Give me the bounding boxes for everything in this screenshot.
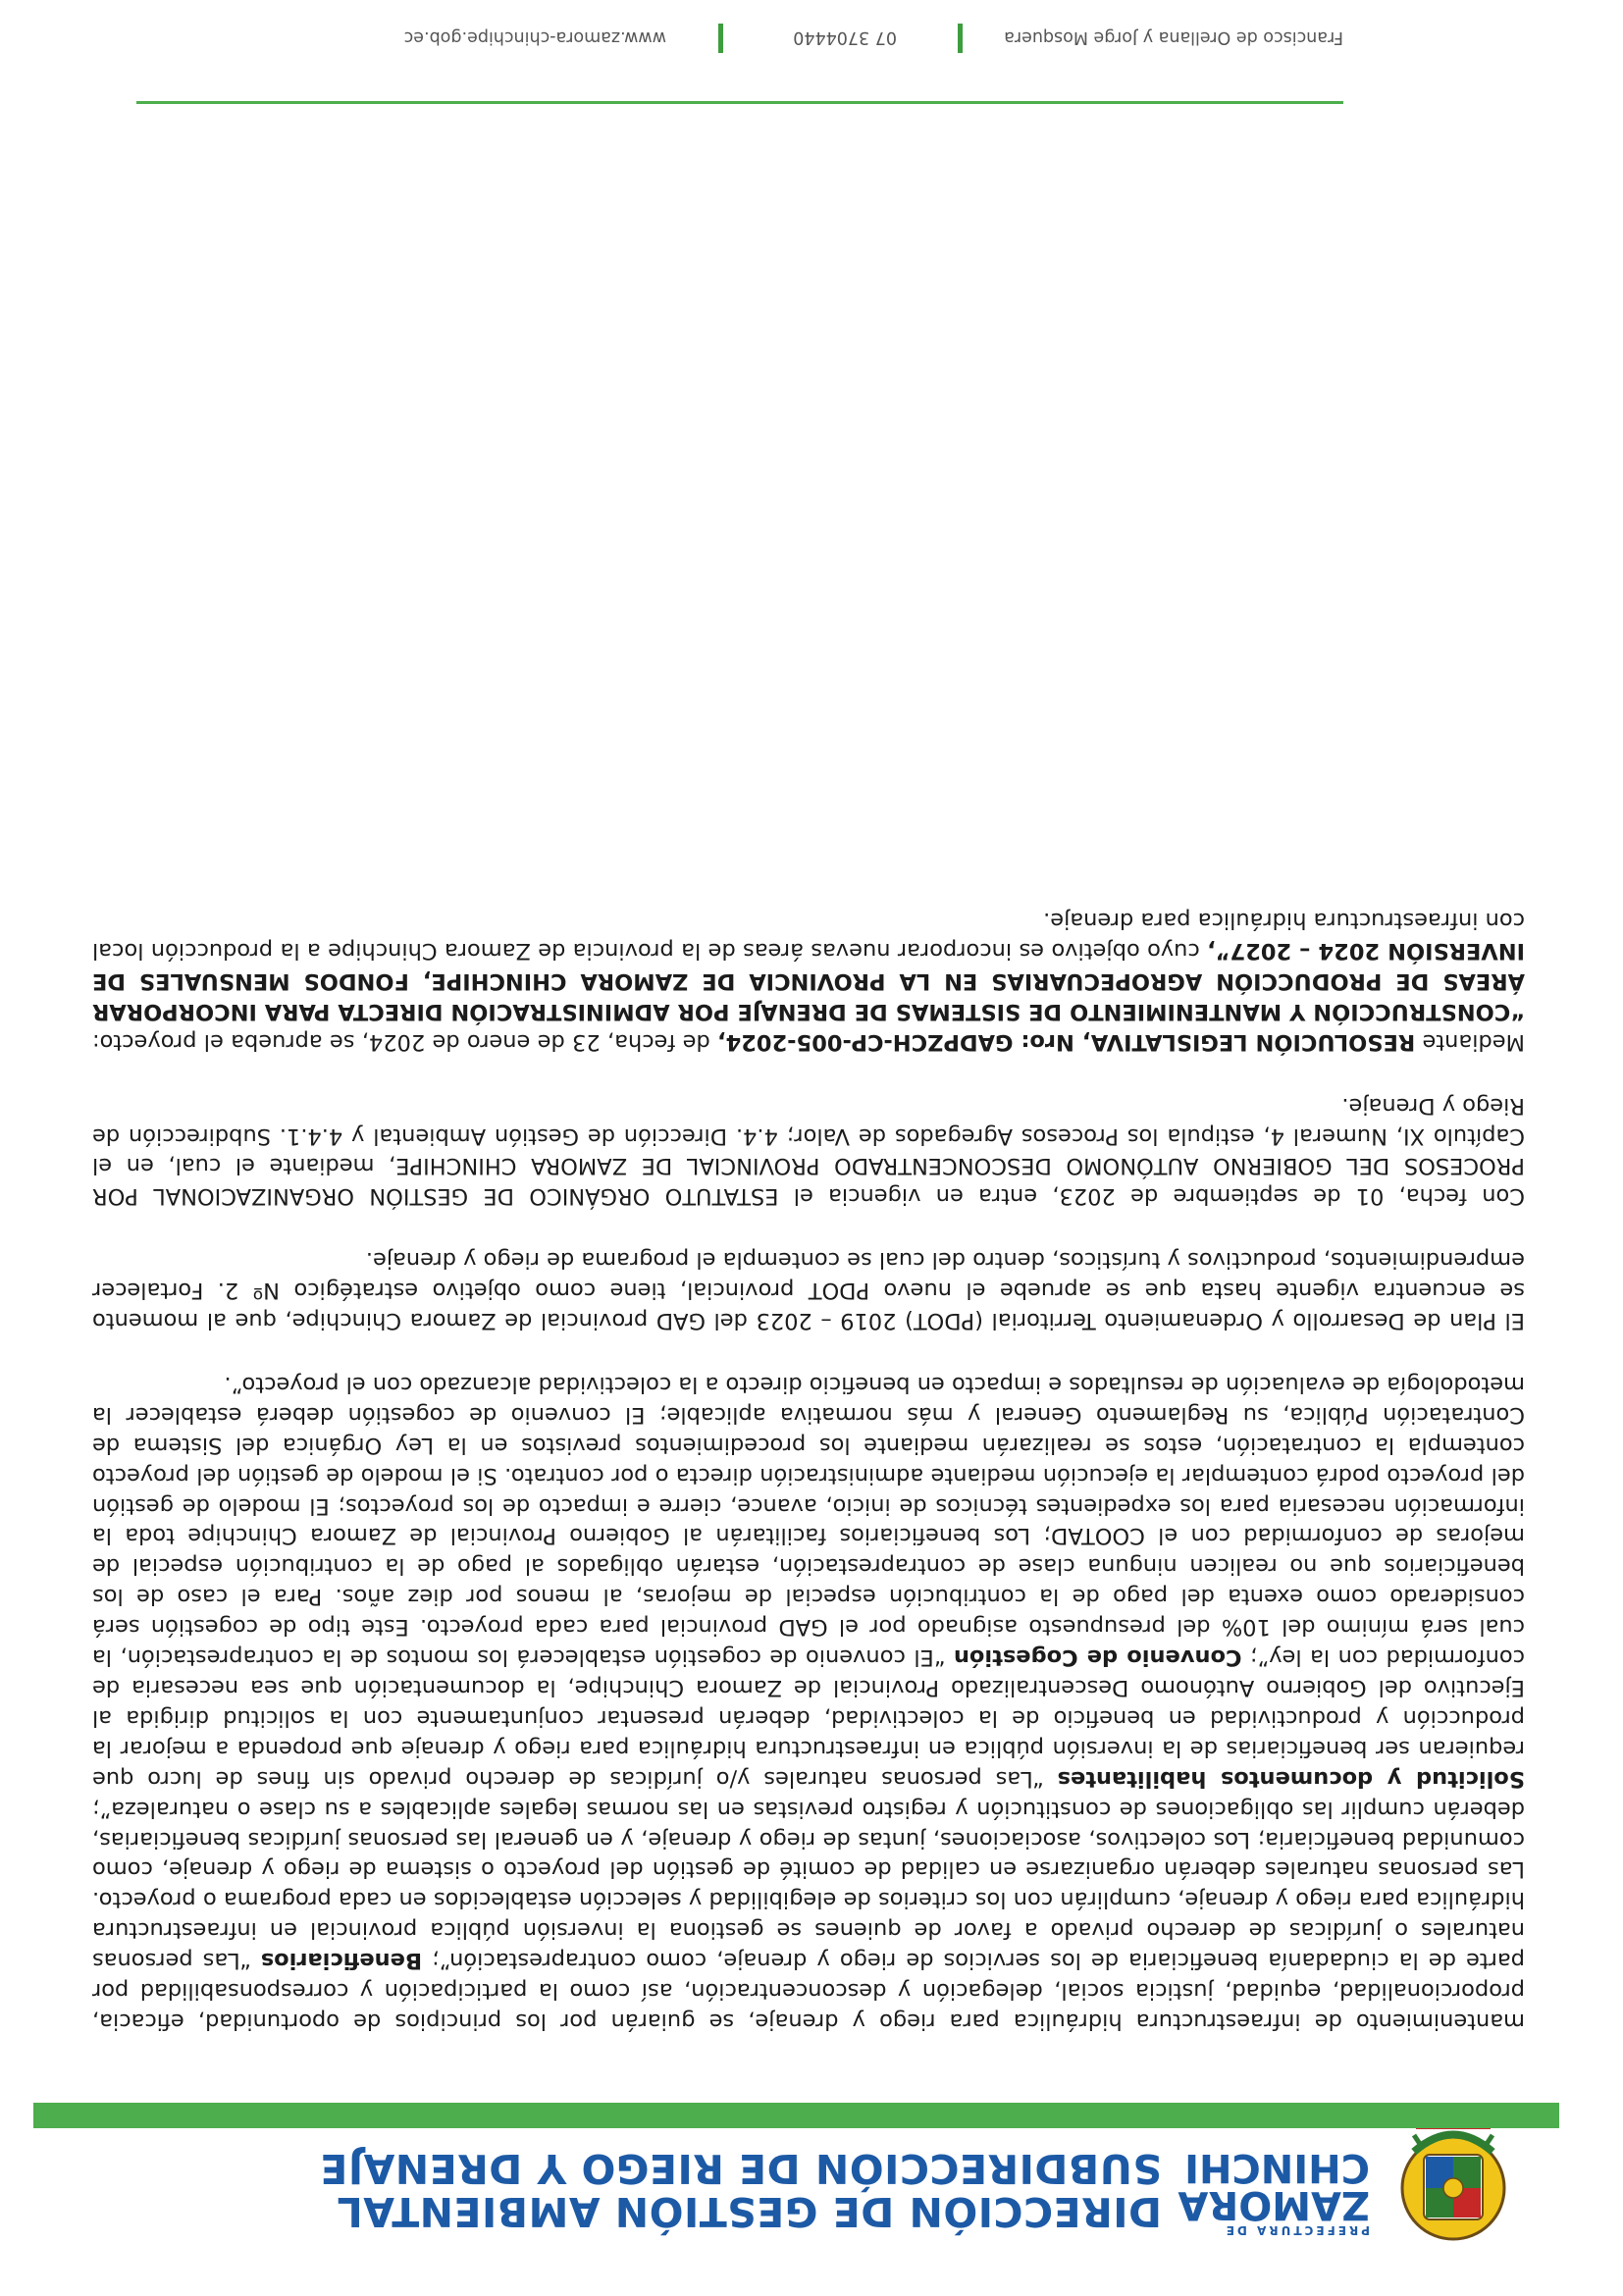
brand-name-chinchi: CHINCHI bbox=[1184, 2145, 1370, 2190]
department-title bbox=[320, 2147, 1162, 2233]
p4-project-name: “CONSTRUCCIÓN Y MANTENIMIENTO DE SISTEMAS DE DRENAJE POR ADMINISTRACIÓN DIRECTA PARA INCORPORAR ÁREAS DE PRODUCCIÓN AGROPECUARIAS EN LA PROVINCIA DE ZAMORA CHINCHIPE, FONDOS MENSUALES DE INVERSIÓN 2024 – 2027”, bbox=[92, 938, 1525, 1024]
subdirection-heading: SUBDIRECCIÓN DE RIEGO Y DRENAJE bbox=[319, 2145, 1162, 2192]
p1-text-4: “El convenio de cogestión establecerá los montos de la contraprestación, la cual será mínimo del 10% del presupuesto asignado por el GAD provincial para cada proyecto. Este tipo de cogestión será considerado como exenta del pago de la contribución especial de mejoras, al menos por diez años. Para el caso de los beneficiarios que no realicen ninguna clase de contraprestación, estarán obligados al pago de la contribución especial de mejoras de conformidad con el COOTAD; Los beneficiarios facilitarán al Gobierno Provincial de Zamora Chinchipe toda la información necesaria para los expedientes técnicos de inicio, avance, cierre e impacto de los proyectos; El modelo de gestión del proyecto podrá contemplar la ejecución mediante administración directa o por contrato. Si el modelo de gestión del proyecto contempla la contratación, estos se realizarán mediante los procedimientos previstos en la Ley Orgánica del Sistema de Contratación Pública, su Reglamento General y más normativa aplicable; El convenio de cogestión deberá establecer la metodología de evaluación de resultados e impacto en beneficio directo a la colectividad alcanzado con el proyecto”. bbox=[91, 1371, 1525, 1671]
p3-text-2: , mediante el cual, en el Capítulo XI, Numeral 4, estipula los Procesos Agregados de Valor; 4.4. Dirección de Gestión Ambiental y 4.4.1. Subdirección de Riego y Drenaje. bbox=[92, 1092, 1525, 1179]
document-body bbox=[92, 871, 1525, 2036]
p1-term-solicitud: Solicitud y documentos habilitantes bbox=[1057, 1765, 1525, 1792]
p4-text-2: de fecha, 23 de enero de 2024, se aprueba el proyecto: bbox=[92, 1028, 718, 1055]
page-footer bbox=[0, 10, 1623, 118]
paragraph-estatuto bbox=[92, 1090, 1525, 1212]
footer-rule bbox=[136, 101, 1343, 104]
p3-text-1: Con fecha, 01 de septiembre de 2023, entra en vigencia el bbox=[778, 1183, 1525, 1210]
p4-resolution-number: RESOLUCIÓN LEGISLATIVA, Nro: GADPZCH-CP-005-2024, bbox=[717, 1028, 1416, 1055]
brand-block bbox=[1178, 2145, 1370, 2237]
footer-phone: 07 3704440 bbox=[793, 27, 897, 47]
coat-of-arms-emblem bbox=[1394, 2108, 1512, 2245]
p4-text-3: cuyo objetivo es incorporar nuevas áreas de la provincia de Zamora Chinchipe a la producción local con infraestructura hidráulica para drenaje. bbox=[92, 908, 1525, 964]
paragraph-pdot: El Plan de Desarrollo y Ordenamiento Territorial (PDOT) 2019 – 2023 del GAD provincial de Zamora Chinchipe, que al momento se encuentra vigente hasta que se apruebe el nuevo PDOT provincial, tiene como objetivo estratégico Nº 2. Fortalecer emprendimientos, productivos y turísticos, dentro del cual se contempla el programa de riego y drenaje. bbox=[92, 1247, 1525, 1334]
brand-name-zamora: ZAMORA bbox=[1178, 2182, 1370, 2227]
p1-term-beneficiarios: Beneficiarios bbox=[260, 1948, 423, 1974]
letterhead bbox=[0, 2090, 1623, 2296]
paragraph-resolucion bbox=[92, 905, 1525, 1057]
header-green-bar bbox=[33, 2103, 1559, 2128]
p4-text-1: Mediante bbox=[1415, 1028, 1525, 1055]
direction-heading: DIRECCIÓN DE GESTIÓN AMBIENTAL bbox=[337, 2188, 1162, 2235]
paragraph-principles bbox=[92, 1369, 1525, 2036]
p3-estatuto-name: ESTATUTO ORGÁNICO DE GESTIÓN ORGANIZACIONAL POR PROCESOS DEL GOBIERNO AUTÓNOMO DESCONCENTRADO PROVINCIAL DE ZAMORA CHINCHIPE bbox=[91, 1153, 1525, 1210]
p1-term-convenio: Convenio de Cogestión bbox=[953, 1644, 1242, 1671]
brand-prefix: PREFECTURA DE bbox=[1223, 2223, 1370, 2237]
p1-text-1: mantenimiento de infraestructura hidráulica para riego y drenaje, se guiarán por los principios de oportunidad, eficacia, proporcionalidad, equidad, justicia social, delegación y desconcentración, así como la participación y corresponsabilidad por parte de la ciudadanía beneficiaria de los servicios de riego y drenaje, como contraprestación”; bbox=[92, 1948, 1525, 2034]
footer-website[interactable]: www.zamora-chinchipe.gob.ec bbox=[403, 27, 666, 47]
p1-text-3: “Las personas naturales y/o jurídicas de derecho privado sin fines de lucro que requieran ser beneficiarias de la inversión pública en infraestructura hidráulica para riego y drenaje que propenda a mejorar la producción y productividad en beneficio de la colectividad, deberán presentar conjuntamente con la solicitud dirigida al Ejecutivo del Gobierno Autónomo Descentralizado Provincial de Zamora Chinchipe, la documentación que sea necesaria de conformidad con la ley”; bbox=[92, 1644, 1525, 1792]
footer-separator bbox=[718, 24, 723, 53]
footer-address: Francisco de Orellana y Jorge Mosquera bbox=[1004, 27, 1343, 47]
p1-text-2: “Las personas naturales o jurídicas de derecho privado a favor de quienes se gestiona la inversión pública provincial en infraestructura hidráulica para riego y drenaje, cumplirán con los criterios de elegibilidad y selección establecidos en cada programa o proyecto. Las personas naturales deberán organizarse en calidad de comité de gestión del proyecto o sistema de riego y drenaje, como comunidad beneficiaria; Los colectivos, asociaciones, juntas de riego y drenaje, y en general las personas jurídicas beneficiarias, deberán cumplir las obligaciones de constitución y registro previstas en las normas legales aplicables a su clase o naturaleza”; bbox=[92, 1796, 1525, 1974]
footer-separator bbox=[958, 24, 963, 53]
